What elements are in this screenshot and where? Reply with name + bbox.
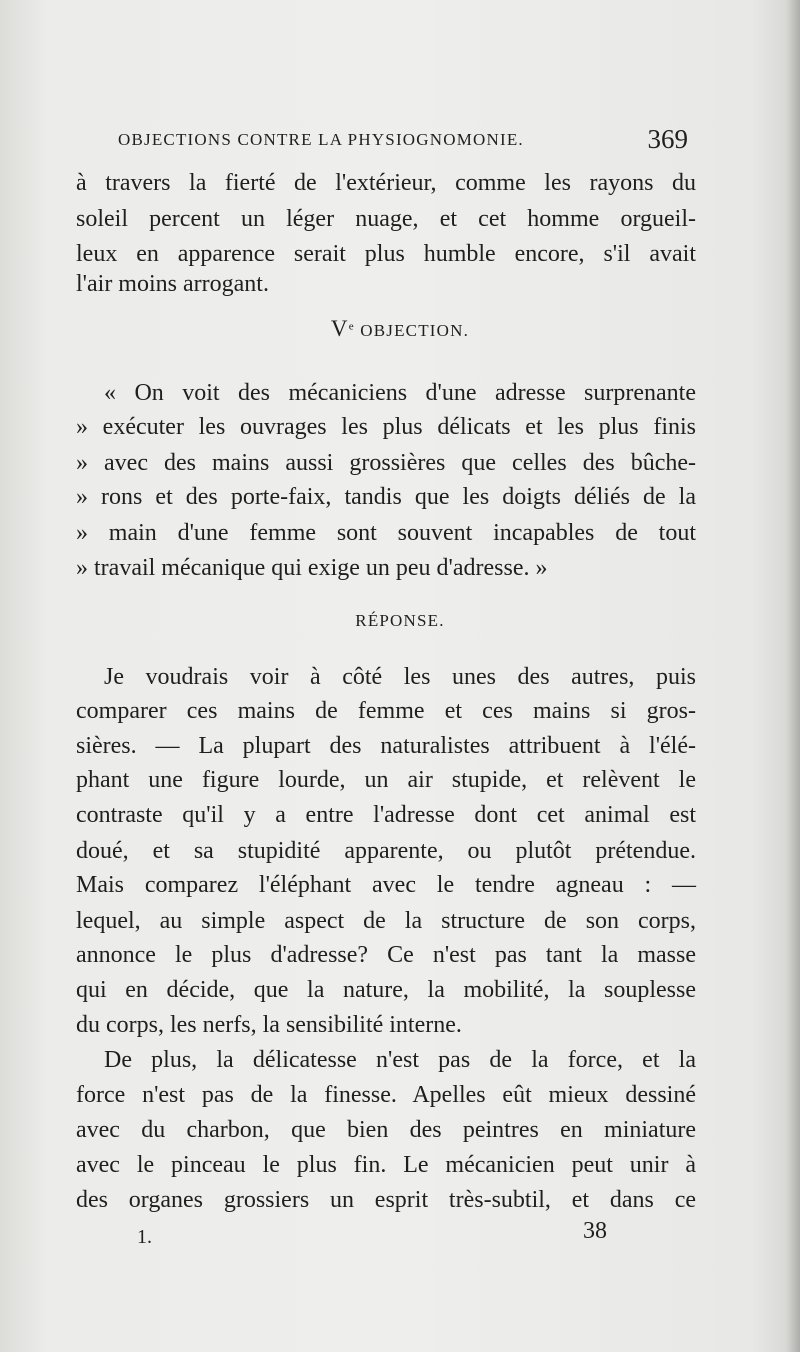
para3-line-1: De plus, la délicatesse n'est pas de la force, et la <box>104 1047 696 1073</box>
page-edge-shadow <box>786 0 800 1352</box>
para3-line-2: force n'est pas de la finesse. Apelles eût mieux dessiné <box>76 1082 696 1108</box>
para2-line-11: du corps, les nerfs, la sensibilité interne. <box>76 1012 462 1038</box>
objection-numeral: V <box>330 316 349 341</box>
running-head-title: OBJECTIONS CONTRE LA PHYSIOGNOMONIE. <box>118 130 524 149</box>
para2-line-2: comparer ces mains de femme et ces mains si gros- <box>76 698 696 724</box>
running-head <box>118 124 688 160</box>
para3-line-4: avec le pinceau le plus fin. Le mécanicien peut unir à <box>76 1152 696 1178</box>
para2-line-1: Je voudrais voir à côté les unes des autres, puis <box>104 664 696 690</box>
para2-line-3: sières. — La plupart des naturalistes attribuent à l'élé- <box>76 733 696 759</box>
objection-heading <box>0 316 800 342</box>
reponse-heading: RÉPONSE. <box>355 611 445 630</box>
para2-line-4: phant une figure lourde, un air stupide, et relèvent le <box>76 767 696 793</box>
para2-line-10: qui en décide, que la nature, la mobilité, la souplesse <box>76 977 696 1003</box>
quote-line-2: » exécuter les ouvrages les plus délicats et les plus finis <box>76 414 696 440</box>
para2-line-7: Mais comparez l'éléphant avec le tendre agneau : — <box>76 872 696 898</box>
quote-line-4: » rons et des porte-faix, tandis que les doigts déliés de la <box>76 484 696 510</box>
para2-line-8: lequel, au simple aspect de la structure de son corps, <box>76 908 696 934</box>
quote-line-5: » main d'une femme sont souvent incapables de tout <box>76 520 696 546</box>
para3-line-3: avec du charbon, que bien des peintres en miniature <box>76 1117 696 1143</box>
para1-line-3: leux en apparence serait plus humble encore, s'il avait <box>76 241 696 267</box>
para1-line-4: l'air moins arrogant. <box>76 271 269 297</box>
quote-line-1: « On voit des mécaniciens d'une adresse surprenante <box>104 380 696 406</box>
para1-line-1: à travers la fierté de l'extérieur, comme les rayons du <box>76 170 696 196</box>
para3-line-5: des organes grossiers un esprit très-subtil, et dans ce <box>76 1187 696 1213</box>
para1-line-2: soleil percent un léger nuage, et cet homme orgueil- <box>76 206 696 232</box>
objection-numeral-suffix: e <box>348 320 355 333</box>
quote-line-6: » travail mécanique qui exige un peu d'adresse. » <box>76 555 548 581</box>
page-number: 369 <box>647 124 688 154</box>
quote-line-3: » avec des mains aussi grossières que celles des bûche- <box>76 450 696 476</box>
para2-line-6: doué, et sa stupidité apparente, ou plutôt prétendue. <box>76 838 696 864</box>
para2-line-9: annonce le plus d'adresse? Ce n'est pas tant la masse <box>76 942 696 968</box>
signature-mark: 38 <box>583 1218 607 1244</box>
para2-line-5: contraste qu'il y a entre l'adresse dont cet animal est <box>76 802 696 828</box>
objection-word: OBJECTION. <box>360 321 470 340</box>
volume-mark: 1. <box>137 1226 152 1248</box>
